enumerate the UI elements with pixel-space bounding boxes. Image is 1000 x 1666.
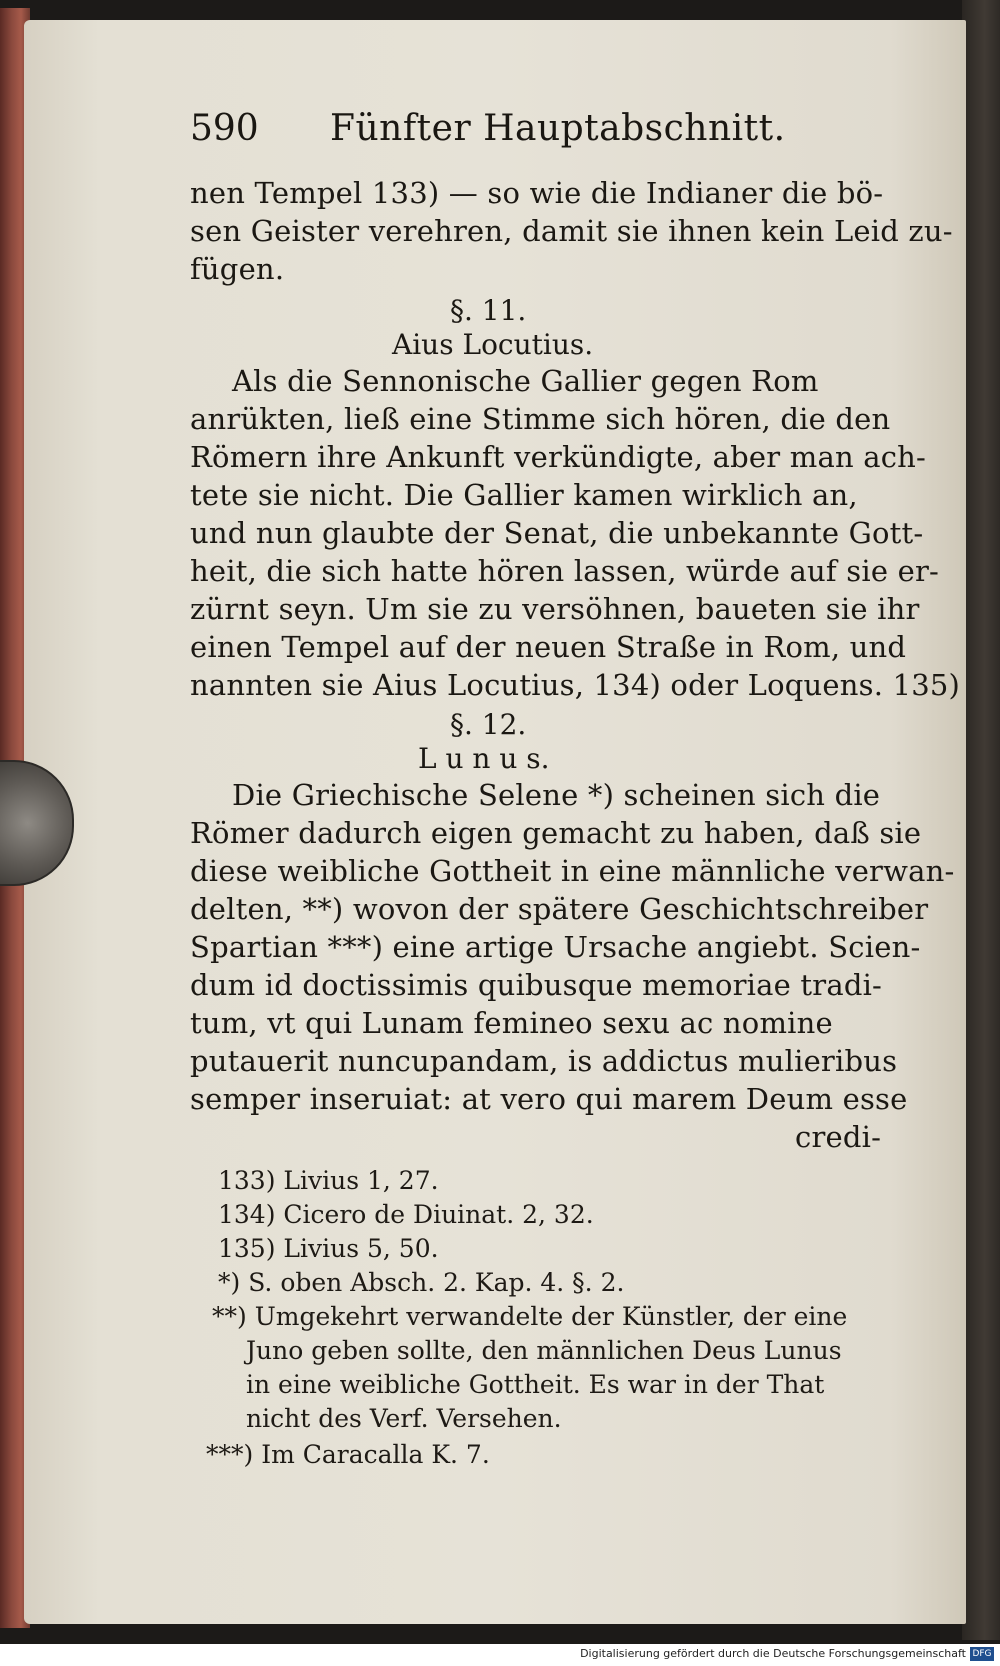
body-line: semper inseruiat: at vero qui marem Deum esse (190, 1082, 908, 1116)
body-line: putauerit nuncupandam, is addictus mulieribus (190, 1044, 898, 1078)
body-line: dum id doctissimis quibusque memoriae tradi- (190, 968, 883, 1002)
dfg-logo: DFG (970, 1647, 994, 1661)
footnote: 135) Livius 5, 50. (218, 1234, 439, 1263)
body-line: diese weibliche Gottheit in eine männliche verwan- (190, 854, 955, 888)
footnote: **) Umgekehrt verwandelte der Künstler, der eine (212, 1302, 848, 1331)
body-line: zürnt seyn. Um sie zu versöhnen, baueten sie ihr (190, 592, 920, 626)
body-line: delten, **) wovon der spätere Geschichtschreiber (190, 892, 929, 926)
section-title: L u n u s. (418, 742, 550, 775)
body-line: anrükten, ließ eine Stimme sich hören, die den (190, 402, 891, 436)
section-title: Aius Locutius. (392, 328, 594, 361)
page-header (190, 108, 890, 158)
body-line: Als die Sennonische Gallier gegen Rom (232, 364, 819, 398)
page-number: 590 (190, 108, 259, 149)
body-line: und nun glaubte der Senat, die unbekannte Gott- (190, 516, 924, 550)
next-page-edge (962, 0, 1000, 1640)
footnote: 133) Livius 1, 27. (218, 1166, 439, 1195)
body-line: sen Geister verehren, damit sie ihnen kein Leid zu- (190, 214, 953, 248)
footnote-continuation: nicht des Verf. Versehen. (246, 1404, 562, 1433)
running-title: Fünfter Hauptabschnitt. (330, 108, 786, 149)
catchword: credi- (795, 1120, 882, 1154)
body-line: tum, vt qui Lunam femineo sexu ac nomine (190, 1006, 833, 1040)
footnote-continuation: Juno geben sollte, den männlichen Deus Lunus (246, 1336, 842, 1365)
body-line: fügen. (190, 252, 285, 286)
body-line: nannten sie Aius Locutius, 134) oder Loquens. 135) (190, 668, 961, 702)
body-line: tete sie nicht. Die Gallier kamen wirklich an, (190, 478, 858, 512)
body-line: einen Tempel auf der neuen Straße in Rom, und (190, 630, 907, 664)
footnote: *) S. oben Absch. 2. Kap. 4. §. 2. (218, 1268, 625, 1297)
section-number: §. 11. (450, 294, 527, 327)
footnote: ***) Im Caracalla K. 7. (206, 1440, 490, 1469)
digitization-credit: Digitalisierung gefördert durch die Deutsche Forschungsgemeinschaft (580, 1647, 966, 1660)
body-line: nen Tempel 133) — so wie die Indianer die bö- (190, 176, 884, 210)
section-number: §. 12. (450, 708, 527, 741)
footnote-continuation: in eine weibliche Gottheit. Es war in der That (246, 1370, 825, 1399)
body-line: Römern ihre Ankunft verkündigte, aber man ach- (190, 440, 927, 474)
body-line: Spartian ***) eine artige Ursache angiebt. Scien- (190, 930, 921, 964)
footnote: 134) Cicero de Diuinat. 2, 32. (218, 1200, 594, 1229)
body-line: heit, die sich hatte hören lassen, würde auf sie er- (190, 554, 940, 588)
body-line: Römer dadurch eigen gemacht zu haben, daß sie (190, 816, 922, 850)
body-line: Die Griechische Selene *) scheinen sich die (232, 778, 881, 812)
